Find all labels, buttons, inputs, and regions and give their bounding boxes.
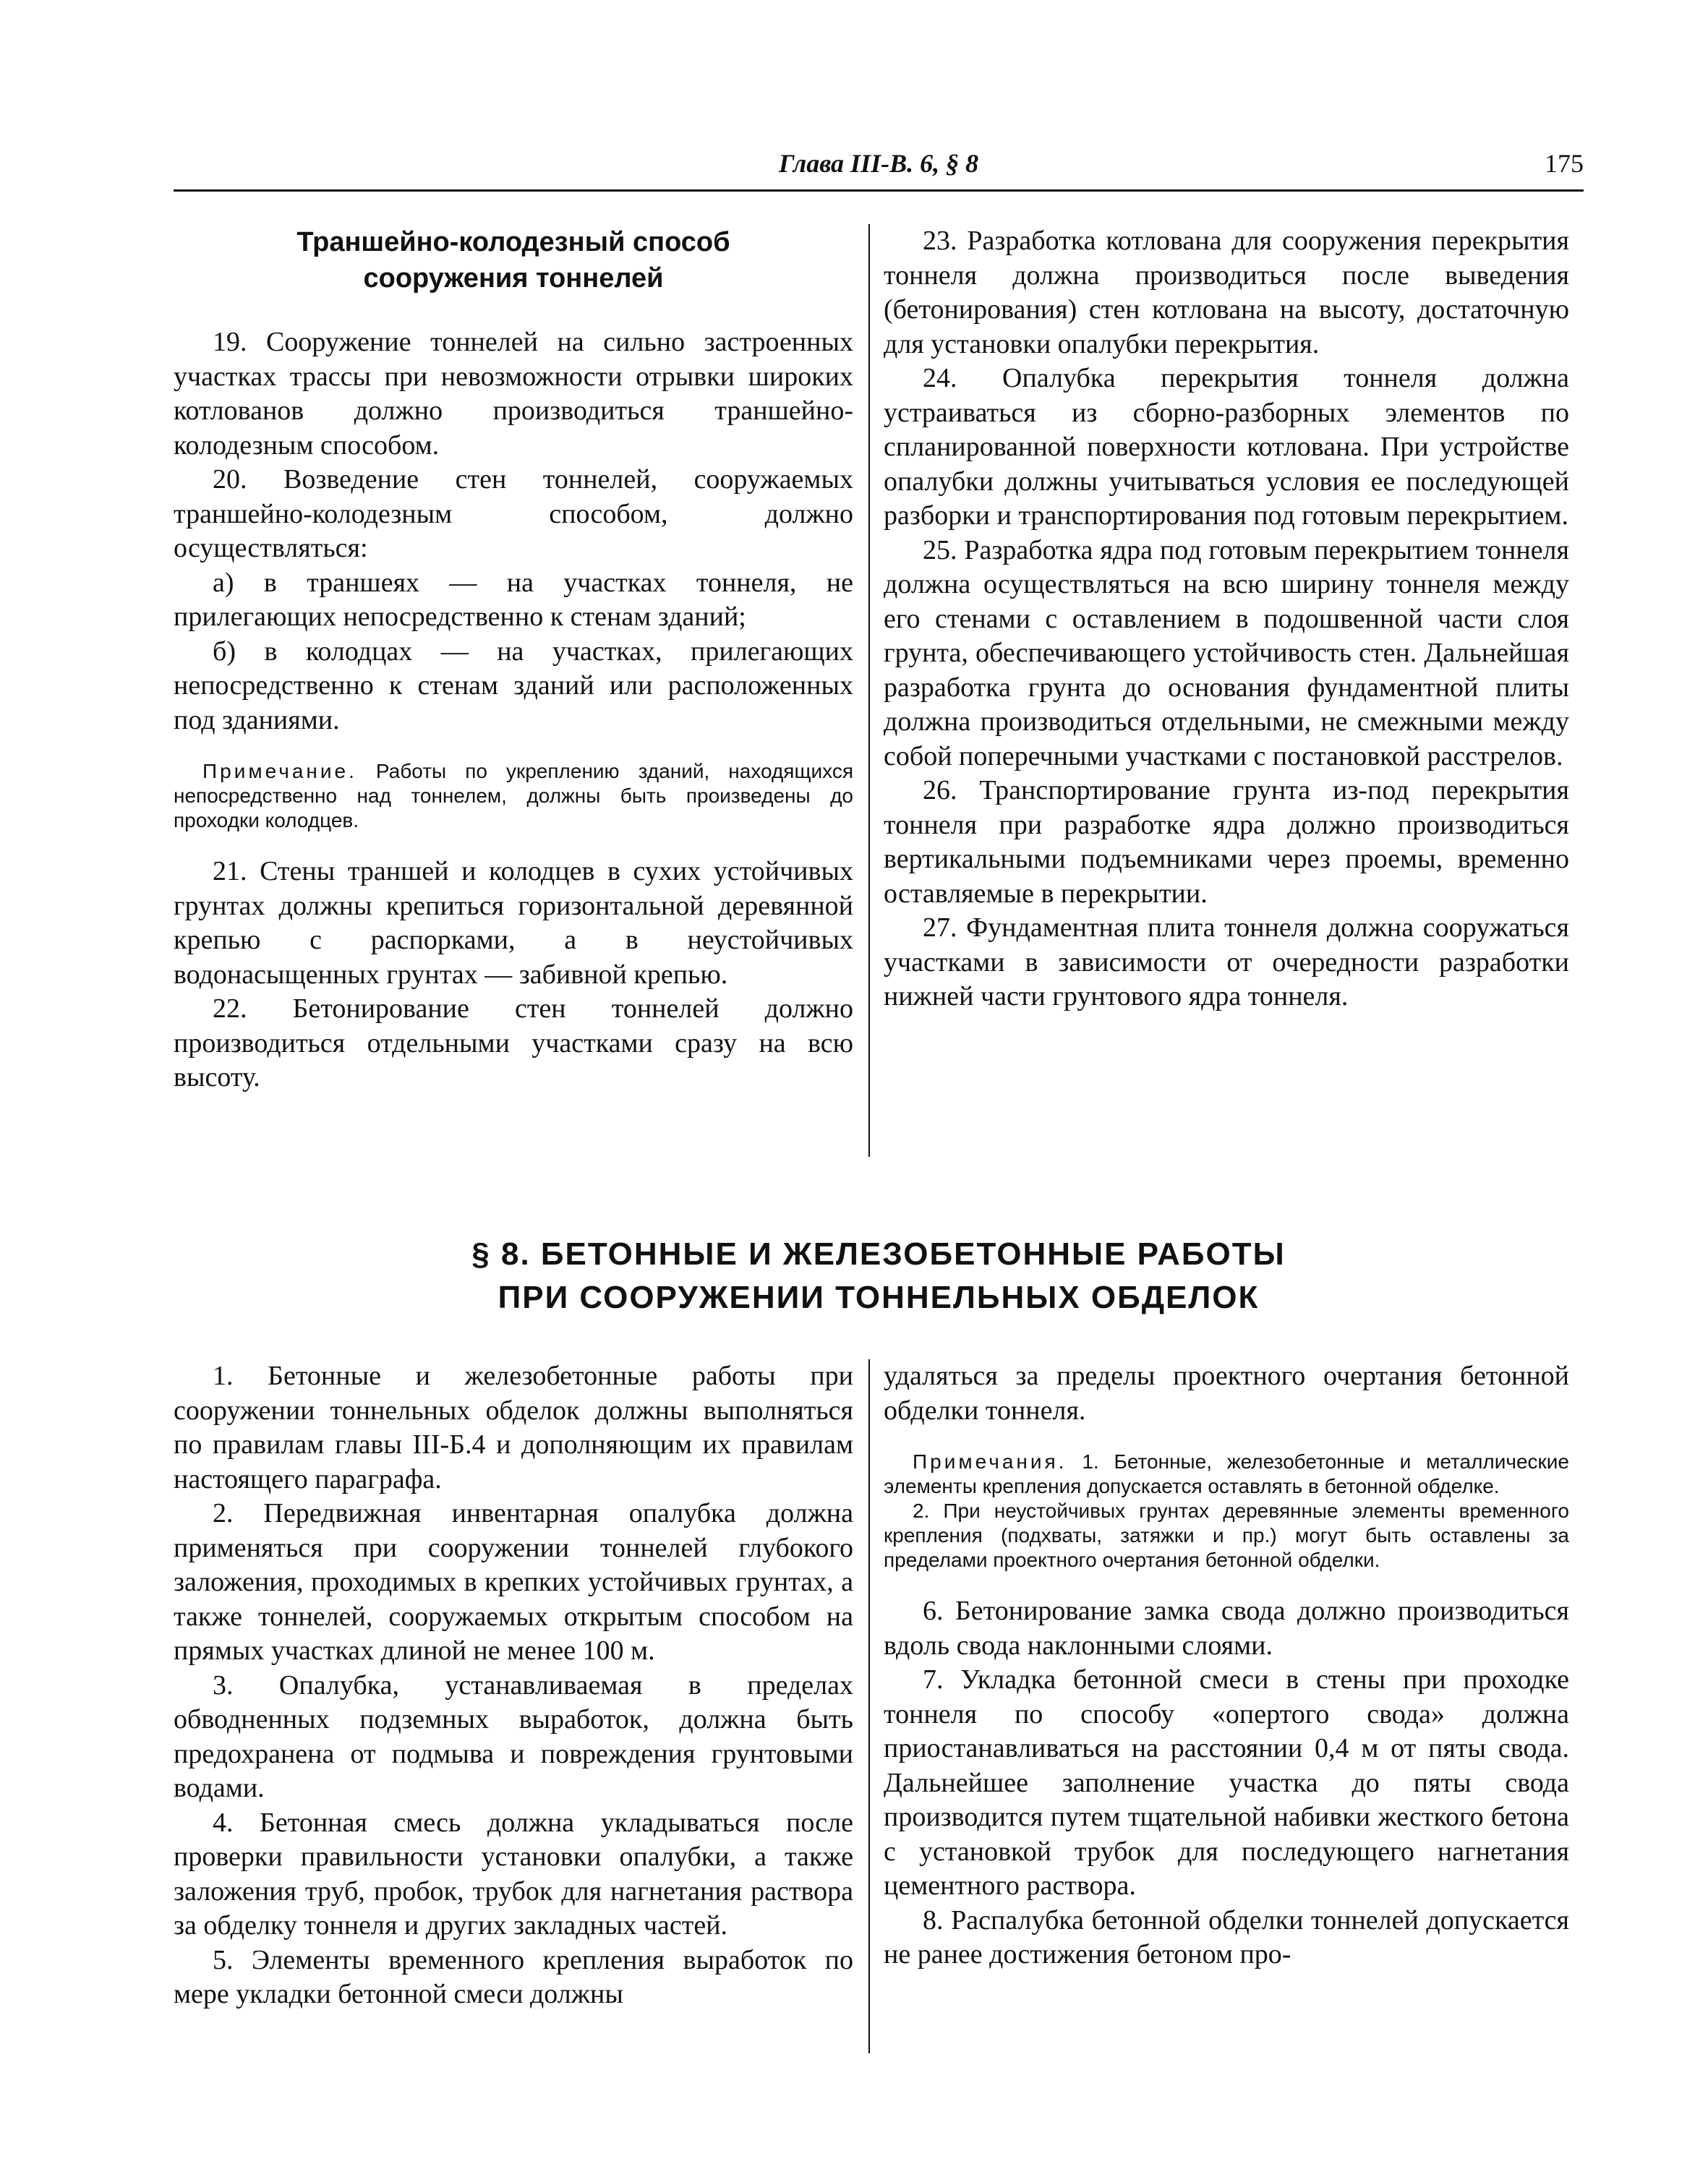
subsection-heading-line2: сооружения тоннелей bbox=[363, 263, 664, 294]
paragraph-19: 19. Сооружение тоннелей на сильно застроенных участках трассы при невозможности отрывки широких котлованов должно производиться траншейно-колодезным способом. bbox=[174, 327, 853, 461]
paragraph-20b: б) в колодцах — на участках, прилегающих непосредственно к стенам зданий или расположенных под зданиями. bbox=[174, 636, 853, 735]
paragraph-2: 2. Передвижная инвентарная опалубка должна применяться при сооружении тоннелей глубокого заложения, проходимых в крепких устойчивых грунтах, а также тоннелей, сооружаемых открытым способом на прямых участках длиной не менее 100 м. bbox=[174, 1498, 853, 1666]
chapter-reference: Глава III-В. 6, § 8 bbox=[778, 149, 979, 178]
page-header bbox=[174, 148, 1584, 192]
paragraph-8: 8. Распалубка бетонной обделки тоннелей допускается не ранее достижения бетоном про- bbox=[884, 1904, 1569, 1969]
notes bbox=[884, 1450, 1569, 1499]
subsection-heading bbox=[174, 224, 853, 296]
bottom-left-column bbox=[174, 1359, 853, 2012]
note-text: Работы по укреплению зданий, находящихся непосредственно над тоннелем, должны быть произведены до проходки колодцев. bbox=[174, 760, 853, 831]
section-title-line2: ПРИ СООРУЖЕНИИ ТОННЕЛЬНЫХ ОБДЕЛОК bbox=[498, 1280, 1260, 1315]
paragraph-20: 20. Возведение стен тоннелей, сооружаемых траншейно-колодезным способом, должно осуществляться: bbox=[174, 464, 853, 563]
paragraph-5: 5. Элементы временного крепления выработок по мере укладки бетонной смеси должны bbox=[174, 1944, 853, 2009]
paragraph-27: 27. Фундаментная плита тоннеля должна сооружаться участками в зависимости от очередности разработки нижней части грунтового ядра тоннеля. bbox=[884, 912, 1569, 1011]
note bbox=[174, 759, 853, 833]
notes-label: Примечания. bbox=[913, 1450, 1067, 1473]
paragraph-7: 7. Укладка бетонной смеси в стены при проходке тоннеля по способу «опертого свода» должна приостанавливаться на расстоянии 0,4 м от пяты свода. Дальнейшее заполнение участка до пяты свода производится путем тщательной набивки жесткого бетона с установкой трубок для последующего нагнетания цементного раствора. bbox=[884, 1664, 1569, 1901]
top-left-column bbox=[174, 224, 853, 1095]
top-right-column bbox=[884, 224, 1569, 1014]
section-title-line1: § 8. БЕТОННЫЕ И ЖЕЛЕЗОБЕТОННЫЕ РАБОТЫ bbox=[471, 1236, 1286, 1272]
paragraph-1: 1. Бетонные и железобетонные работы при сооружении тоннельных обделок должны выполняться по правилам главы III-Б.4 и дополняющим их правилам настоящего параграфа. bbox=[174, 1361, 853, 1494]
note-1: 1. Бетонные, железобетонные и металлические элементы крепления допускается оставлять в бетонной обделке. bbox=[884, 1450, 1570, 1497]
paragraph-21: 21. Стены траншей и колодцев в сухих устойчивых грунтах должны крепиться горизонтальной деревянной крепью с распорками, а в неустойчивых водонасыщенных грунтах — забивной крепью. bbox=[174, 856, 853, 990]
paragraph-26: 26. Транспортирование грунта из-под перекрытия тоннеля при разработке ядра должно производиться вертикальными подъемниками через проемы, временно оставляемые в перекрытии. bbox=[884, 775, 1569, 909]
bottom-right-column bbox=[884, 1359, 1569, 1972]
subsection-heading-line1: Траншейно-колодезный способ bbox=[296, 227, 730, 257]
column-divider-bottom bbox=[868, 1359, 870, 2053]
page-number: 175 bbox=[1545, 149, 1584, 178]
paragraph-3: 3. Опалубка, устанавливаемая в пределах обводненных подземных выработок, должна быть предохранена от подмыва и повреждения грунтовыми водами. bbox=[174, 1669, 853, 1803]
column-divider-top bbox=[868, 224, 870, 1157]
header-rule bbox=[174, 189, 1584, 192]
section-title bbox=[174, 1233, 1584, 1320]
note-2: 2. При неустойчивых грунтах деревянные элементы временного крепления (подхваты, затяжки и пр.) могут быть оставлены за пределами проектного очертания бетонной обделки. bbox=[884, 1500, 1569, 1571]
paragraph-5-continued: удаляться за пределы проектного очертания бетонной обделки тоннеля. bbox=[884, 1361, 1569, 1426]
paragraph-24: 24. Опалубка перекрытия тоннеля должна устраиваться из сборно-разборных элементов по спланированной поверхности котлована. При устройстве опалубки должны учитываться условия ее последующей разборки и транспортирования под готовым перекрытием. bbox=[884, 363, 1569, 531]
paragraph-20a: а) в траншеях — на участках тоннеля, не прилегающих непосредственно к стенам зданий; bbox=[174, 567, 853, 632]
paragraph-4: 4. Бетонная смесь должна укладываться после проверки правильности установки опалубки, а также заложения труб, пробок, трубок для нагнетания раствора за обделку тоннеля и других закладных частей. bbox=[174, 1807, 853, 1941]
note-label: Примечание. bbox=[202, 760, 357, 782]
paragraph-25: 25. Разработка ядра под готовым перекрытием тоннеля должна осуществляться на всю ширину тоннеля между его стенами с оставлением в подошвенной части слоя грунта, обеспечивающего устойчивость стен. Дальнейшая разработка грунта до основания фундаментной плиты должна производиться отдельными, не смежными между собой поперечными участками с постановкой расстрелов. bbox=[884, 534, 1569, 771]
paragraph-22: 22. Бетонирование стен тоннелей должно производиться отдельными участками сразу на всю высоту. bbox=[174, 993, 853, 1092]
paragraph-6: 6. Бетонирование замка свода должно производиться вдоль свода наклонными слоями. bbox=[884, 1596, 1569, 1661]
paragraph-23: 23. Разработка котлована для сооружения перекрытия тоннеля должна производиться после выведения (бетонирования) стен котлована на высоту, достаточную для установки опалубки перекрытия. bbox=[884, 226, 1569, 359]
